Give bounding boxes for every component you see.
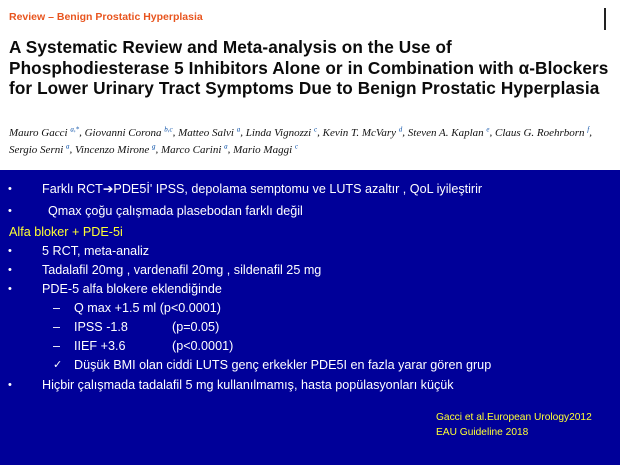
author-name: Linda Vignozzi $^c$ bbox=[245, 125, 318, 139]
bullet-dot: • bbox=[8, 205, 12, 217]
bullet-dot: • bbox=[8, 183, 12, 195]
bullet-text: 5 RCT, meta-analiz bbox=[42, 244, 150, 258]
author-affiliation: d bbox=[398, 125, 403, 133]
author-affiliation: g bbox=[152, 141, 156, 150]
reference-line: EAU Guideline 2018 bbox=[436, 427, 529, 438]
references bbox=[436, 410, 592, 440]
author-name: Mario Maggi $^c$ bbox=[233, 141, 299, 156]
paper-accent-bar bbox=[604, 8, 606, 30]
paper-kicker: Review – Benign Prostatic Hyperplasia bbox=[9, 11, 203, 23]
author-affiliation: a bbox=[224, 141, 228, 150]
author-name: Sergio Serni $^a$ bbox=[9, 141, 70, 156]
author-affiliation: e bbox=[486, 125, 490, 133]
author-name: Matteo Salvi $^a$ bbox=[178, 125, 241, 139]
dash-marker: – bbox=[53, 301, 61, 315]
bullet-text: Tadalafil 20mg , vardenafil 20mg , sildenafil 25 mg bbox=[42, 263, 322, 277]
bullet-dot: • bbox=[8, 379, 12, 391]
bullet-dot: • bbox=[8, 283, 12, 295]
author-name: Vincenzo Mirone $^g$ bbox=[75, 141, 156, 156]
author-name: Marco Carini $^a$ bbox=[161, 141, 228, 156]
author-name: Steven A. Kaplan $^e$ bbox=[407, 125, 490, 139]
bullet-text: Qmax çoğu çalışmada plasebodan farklı değil bbox=[48, 204, 303, 218]
reference-line: Gacci et al.European Urology2012 bbox=[436, 412, 592, 423]
dash-marker: – bbox=[53, 339, 61, 353]
checkmark-icon: ✓ bbox=[53, 359, 63, 371]
sub-text: Q max +1.5 ml (p<0.0001) bbox=[74, 301, 221, 315]
bullet-text: Hiçbir çalışmada tadalafil 5 mg kullanılmamış, hasta popülasyonları küçük bbox=[42, 378, 454, 392]
bullet-dot: • bbox=[8, 245, 12, 257]
paper-authors: Mauro Gacci $^{a,*}$, Giovanni Corona $^{b,c}$, Matteo Salvi $^a$, Linda Vignozzi $^c$, Kevin T. McVary $^d$, Steven A. Kaplan $^e$, Claus G. Roehrborn $^f$, Sergio Serni $^a$, Vincenzo Mirone $^g$, Marco Carini $^a$, Mario Maggi $^c$ bbox=[9, 125, 592, 156]
paper-header-image bbox=[0, 0, 620, 170]
bullet-text: PDE-5 alfa blokere eklendiğinde bbox=[42, 282, 222, 296]
author-name: Kevin T. McVary $^d$ bbox=[322, 125, 403, 139]
sub-text: IIEF +3.6 bbox=[74, 339, 126, 353]
author-name: Claus G. Roehrborn $^f$ bbox=[495, 125, 590, 139]
paper-title: A Systematic Review and Meta-analysis on the Use of Phosphodiesterase 5 Inhibitors Alone or in Combination with α-Blockers for Lower Urinary Tract Symptoms Due to Benign Prostatic Hyperplasia bbox=[9, 37, 609, 98]
check-text: Düşük BMI olan ciddi LUTS genç erkekler PDE5I en fazla yarar gören grup bbox=[74, 358, 492, 372]
author-affiliation: c bbox=[294, 141, 299, 150]
author-name: Giovanni Corona $^{b,c}$ bbox=[84, 125, 173, 139]
author-affiliation: a bbox=[236, 125, 241, 133]
author-name: Mauro Gacci $^{a,*}$ bbox=[9, 125, 80, 139]
author-affiliation: a bbox=[66, 141, 70, 150]
author-affiliation: b,c bbox=[164, 125, 173, 133]
author-affiliation: c bbox=[314, 125, 318, 133]
author-affiliation: f bbox=[587, 125, 590, 133]
sub-pvalue: (p=0.05) bbox=[172, 320, 220, 334]
dash-marker: – bbox=[53, 320, 61, 334]
author-affiliation: a,* bbox=[70, 125, 80, 133]
bullet-dot: • bbox=[8, 264, 12, 276]
sub-pvalue: (p<0.0001) bbox=[172, 339, 234, 353]
bullet-text: Farklı RCT➔PDE5İ' IPSS, depolama semptomu ve LUTS azaltır , QoL iyileştirir bbox=[42, 182, 483, 196]
sub-text: IPSS -1.8 bbox=[74, 320, 128, 334]
section-heading: Alfa bloker + PDE-5i bbox=[9, 225, 123, 239]
